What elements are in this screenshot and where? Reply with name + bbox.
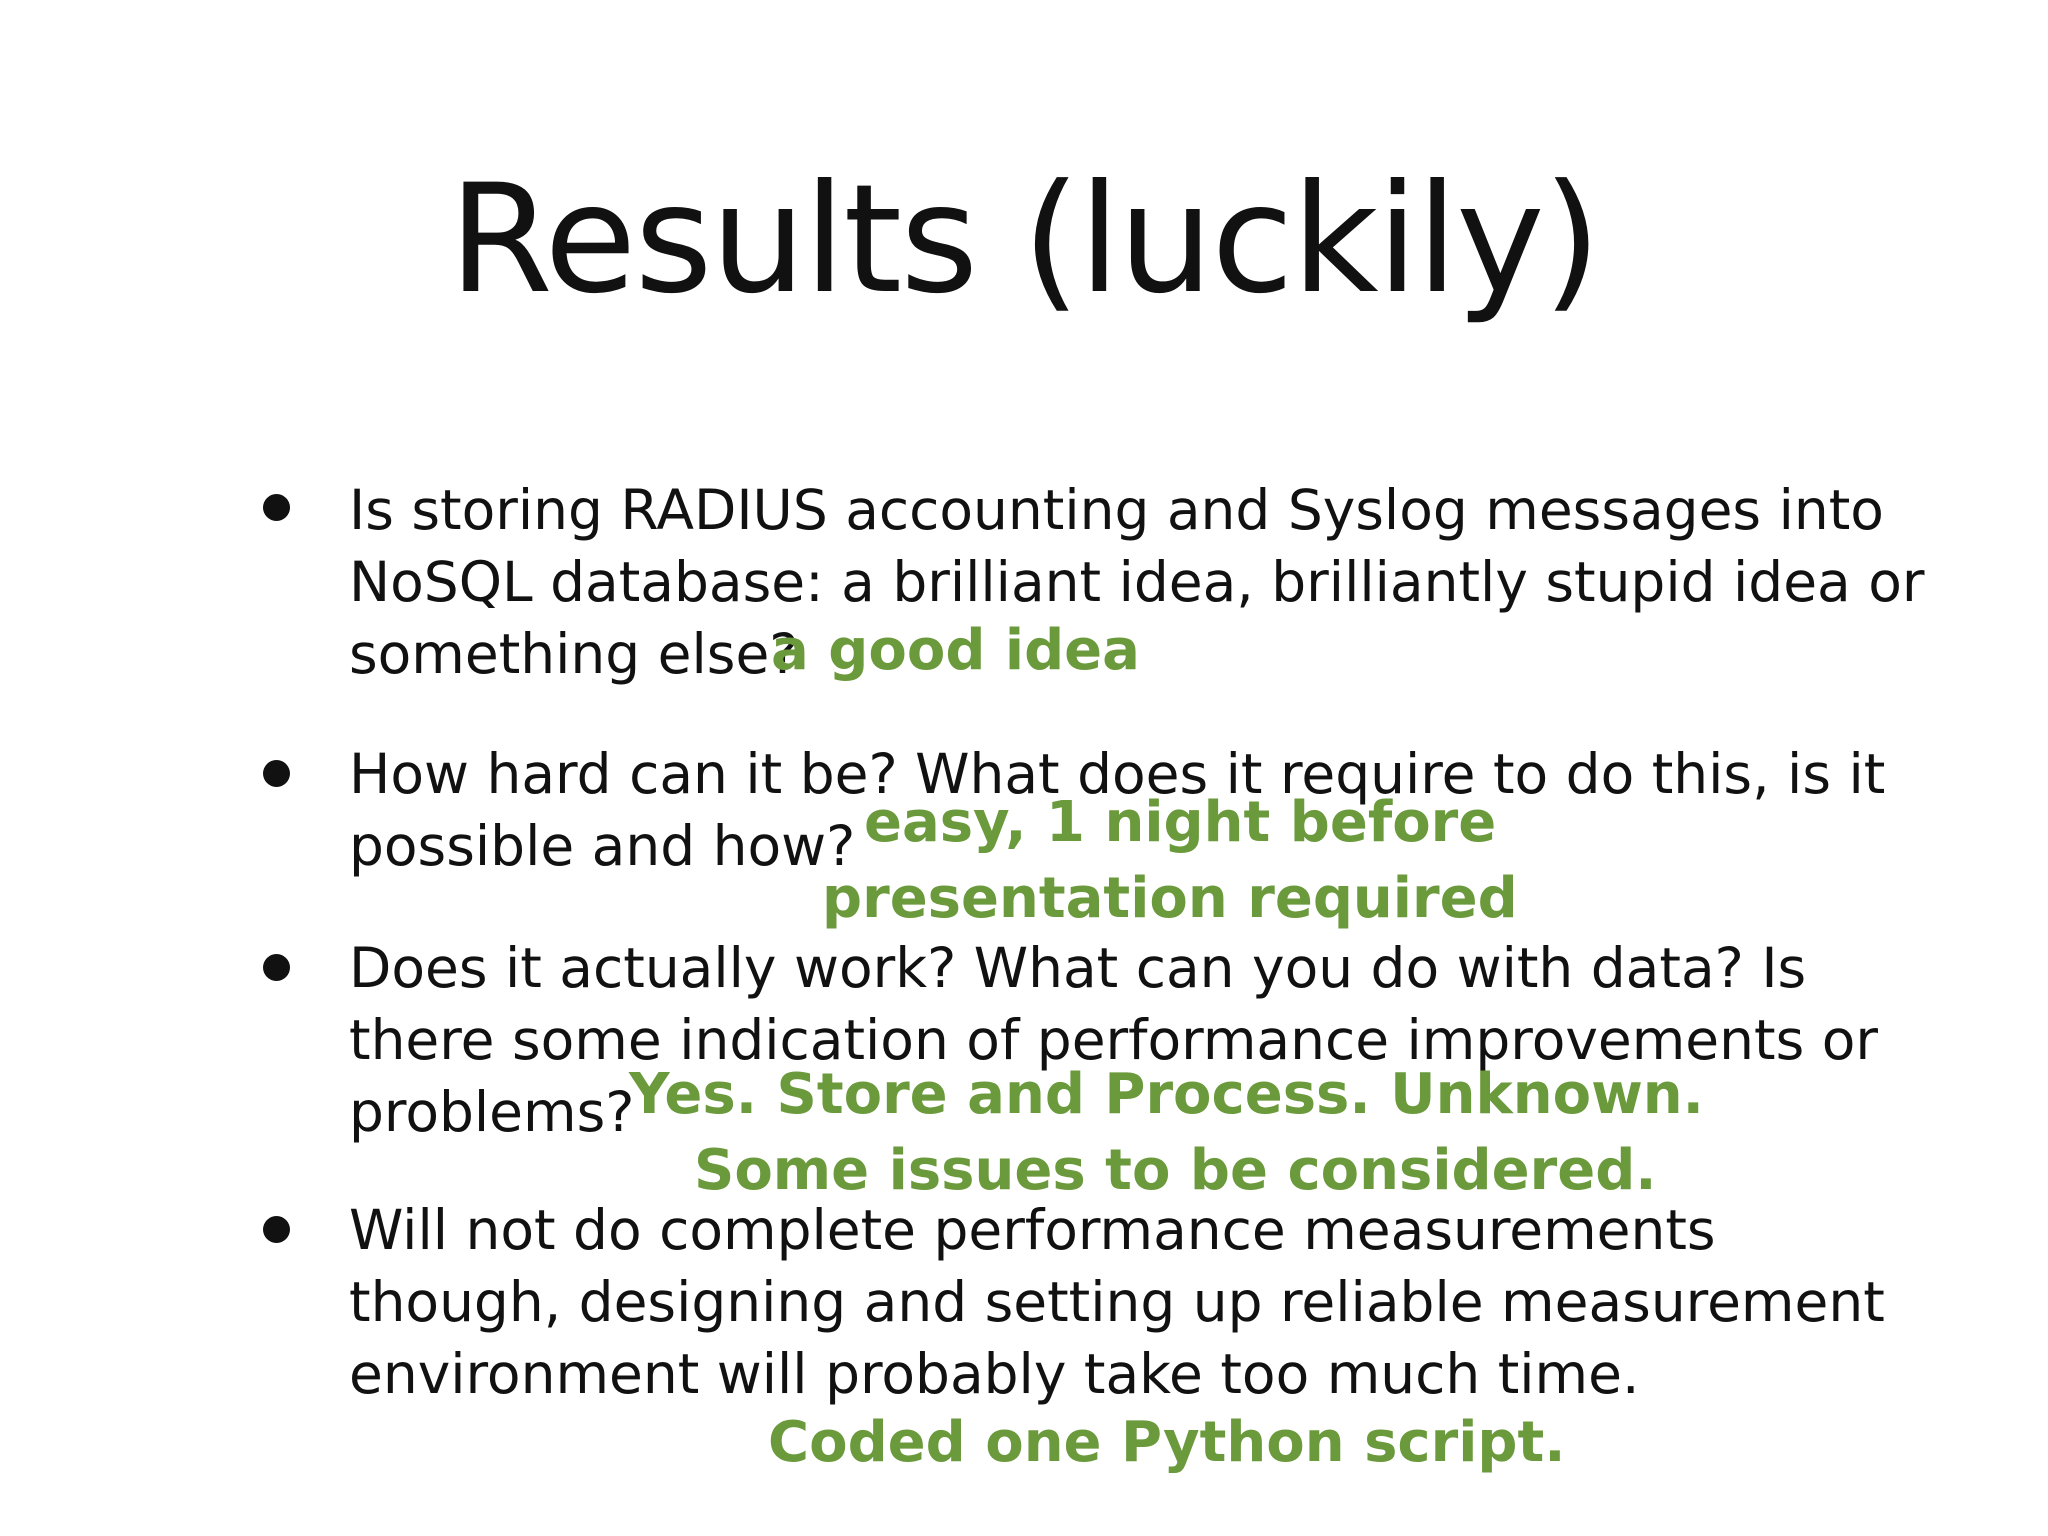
annotation-2-line-1: easy, 1 night before: [864, 790, 1497, 855]
bullet-1-line-2: NoSQL database: a brilliant idea, brilliantly stupid idea or: [349, 550, 1925, 614]
annotation-1: a good idea: [771, 618, 1140, 683]
bullet-dot-1: [263, 494, 290, 521]
bullet-1-line-1: Is storing RADIUS accounting and Syslog messages into: [349, 478, 1884, 542]
bullet-dot-4: [263, 1216, 290, 1243]
bullet-2-line-2: possible and how?: [349, 814, 856, 878]
bullet-4-line-2: though, designing and setting up reliable measurement: [349, 1270, 1885, 1334]
bullet-4-line-3: environment will probably take too much time.: [349, 1342, 1640, 1406]
bullet-dot-2: [263, 760, 290, 787]
bullet-1-line-3: something else?: [349, 622, 799, 686]
bullet-4-line-1: Will not do complete performance measurements: [349, 1198, 1716, 1262]
bullet-text-4: [349, 1194, 1909, 1410]
bullet-3-line-1: Does it actually work? What can you do with data? Is: [349, 936, 1807, 1000]
bullet-2-line-1: How hard can it be? What does it require to do this, is it: [349, 742, 1886, 806]
annotation-3-line-2: Some issues to be considered.: [694, 1138, 1657, 1203]
annotation-2-line-2: presentation required: [822, 866, 1518, 931]
annotation-3-line-1: Yes. Store and Process. Unknown.: [629, 1062, 1704, 1127]
slide-title: Results (luckily): [448, 153, 1600, 327]
bullet-3-line-3: problems?: [349, 1080, 635, 1144]
annotation-4: Coded one Python script.: [768, 1410, 1566, 1475]
bullet-3-line-2: there some indication of performance improvements or: [349, 1008, 1878, 1072]
bullet-dot-3: [263, 954, 290, 981]
